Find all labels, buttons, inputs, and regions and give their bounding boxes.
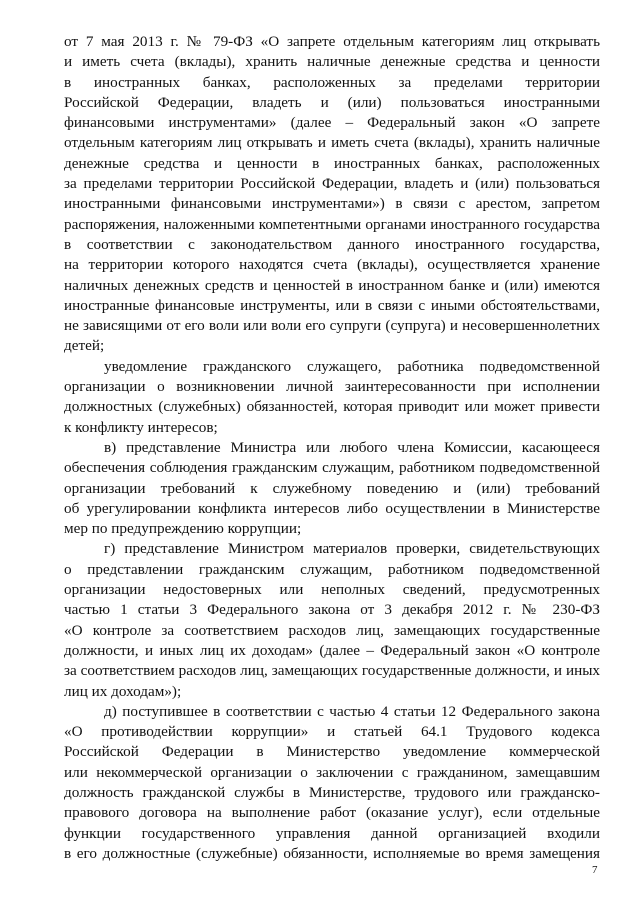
text-line: иностранные финансовые инструменты, или в связи с иными обстоятельствами, (64, 296, 600, 314)
text-line: распоряжения, наложенными компетентными органами иностранного государства (64, 215, 600, 233)
text-line: детей; (64, 337, 105, 355)
text-line: «О противодействии коррупции» и статьей 64.1 Трудового кодекса (64, 723, 600, 741)
text-line: в соответствии с законодательством данного иностранного государства, (64, 235, 600, 253)
text-line: за соответствием расходов лиц, замещающих государственные должности, и иных (64, 662, 600, 680)
text-line: или некоммерческой организации о заключении с гражданином, замещавшим (64, 763, 600, 781)
text-line: обеспечения соблюдения гражданским служащим, работником подведомственной (64, 459, 600, 477)
text-line: правового договора на выполнение работ (оказание услуг), если отдельные (64, 804, 600, 822)
text-line: уведомление гражданского служащего, работника подведомственной (104, 357, 600, 375)
text-line: должность гражданской службы в Министерстве, трудового или гражданско- (64, 783, 600, 801)
page-number: 7 (592, 864, 598, 876)
text-line: должностных (служебных) обязанностей, которая приводит или может привести (64, 398, 600, 416)
text-line: мер по предупреждению коррупции; (64, 520, 302, 538)
text-line: иностранными финансовыми инструментами») в связи с арестом, запретом (64, 195, 600, 213)
text-line: на территории которого находятся счета (вклады), осуществляется хранение (64, 256, 600, 274)
text-line: наличных денежных средств и ценностей в иностранном банке и (или) имеются (64, 276, 600, 294)
text-line: к конфликту интересов; (64, 418, 218, 436)
text-line: денежные средства и ценности в иностранных банках, расположенных (64, 154, 600, 172)
text-line: в иностранных банках, расположенных за пределами территории (64, 73, 600, 91)
text-line: отдельным категориям лиц открывать и иметь счета (вклады), хранить наличные (64, 134, 600, 152)
text-line: Российской Федерации в Министерство уведомление коммерческой (64, 743, 600, 761)
text-line: в его должностные (служебные) обязанности, исполняемые во время замещения (64, 844, 600, 862)
text-line: за пределами территории Российской Федерации, владеть и (или) пользоваться (64, 175, 600, 193)
text-line: д) поступившее в соответствии с частью 4 статьи 12 Федерального закона (104, 702, 600, 720)
paragraph-item-d (64, 702, 600, 864)
document-body (64, 32, 600, 864)
text-line: не зависящими от его воли или воли его супруги (супруга) и несовершеннолетних (64, 317, 600, 335)
text-line: финансовыми инструментами» (далее – Федеральный закон «О запрете (64, 114, 600, 132)
text-line: функции государственного управления данной организацией входили (64, 824, 600, 842)
text-line: организации о возникновении личной заинтересованности при исполнении (64, 378, 600, 396)
text-line: об урегулировании конфликта интересов либо осуществлении в Министерстве (64, 499, 600, 517)
text-line: о представлении гражданским служащим, работником подведомственной (64, 560, 600, 578)
text-line: должности, и иных лиц их доходам» (далее – Федеральный закон «О контроле (64, 641, 600, 659)
text-line: от 7 мая 2013 г. № 79-ФЗ «О запрете отдельным категориям лиц открывать (64, 33, 600, 50)
text-line: и иметь счета (вклады), хранить наличные денежные средства и ценности (64, 53, 600, 71)
text-line: организации требований к служебному поведению и (или) требований (64, 479, 600, 497)
text-line: частью 1 статьи 3 Федерального закона от 3 декабря 2012 г. № 230-ФЗ (64, 601, 600, 619)
text-line: организации недостоверных или неполных сведений, предусмотренных (64, 581, 600, 599)
text-line: лиц их доходам»); (64, 682, 182, 700)
text-line: «О контроле за соответствием расходов лиц, замещающих государственные (64, 621, 600, 639)
paragraph-item-v (64, 438, 600, 539)
paragraph-item-g (64, 539, 600, 701)
text-line: Российской Федерации, владеть и (или) пользоваться иностранными (64, 93, 600, 111)
paragraph-notification (64, 357, 600, 438)
paragraph-continuation (64, 32, 600, 357)
text-line: в) представление Министра или любого члена Комиссии, касающееся (104, 438, 600, 456)
text-line: г) представление Министром материалов проверки, свидетельствующих (104, 540, 600, 558)
